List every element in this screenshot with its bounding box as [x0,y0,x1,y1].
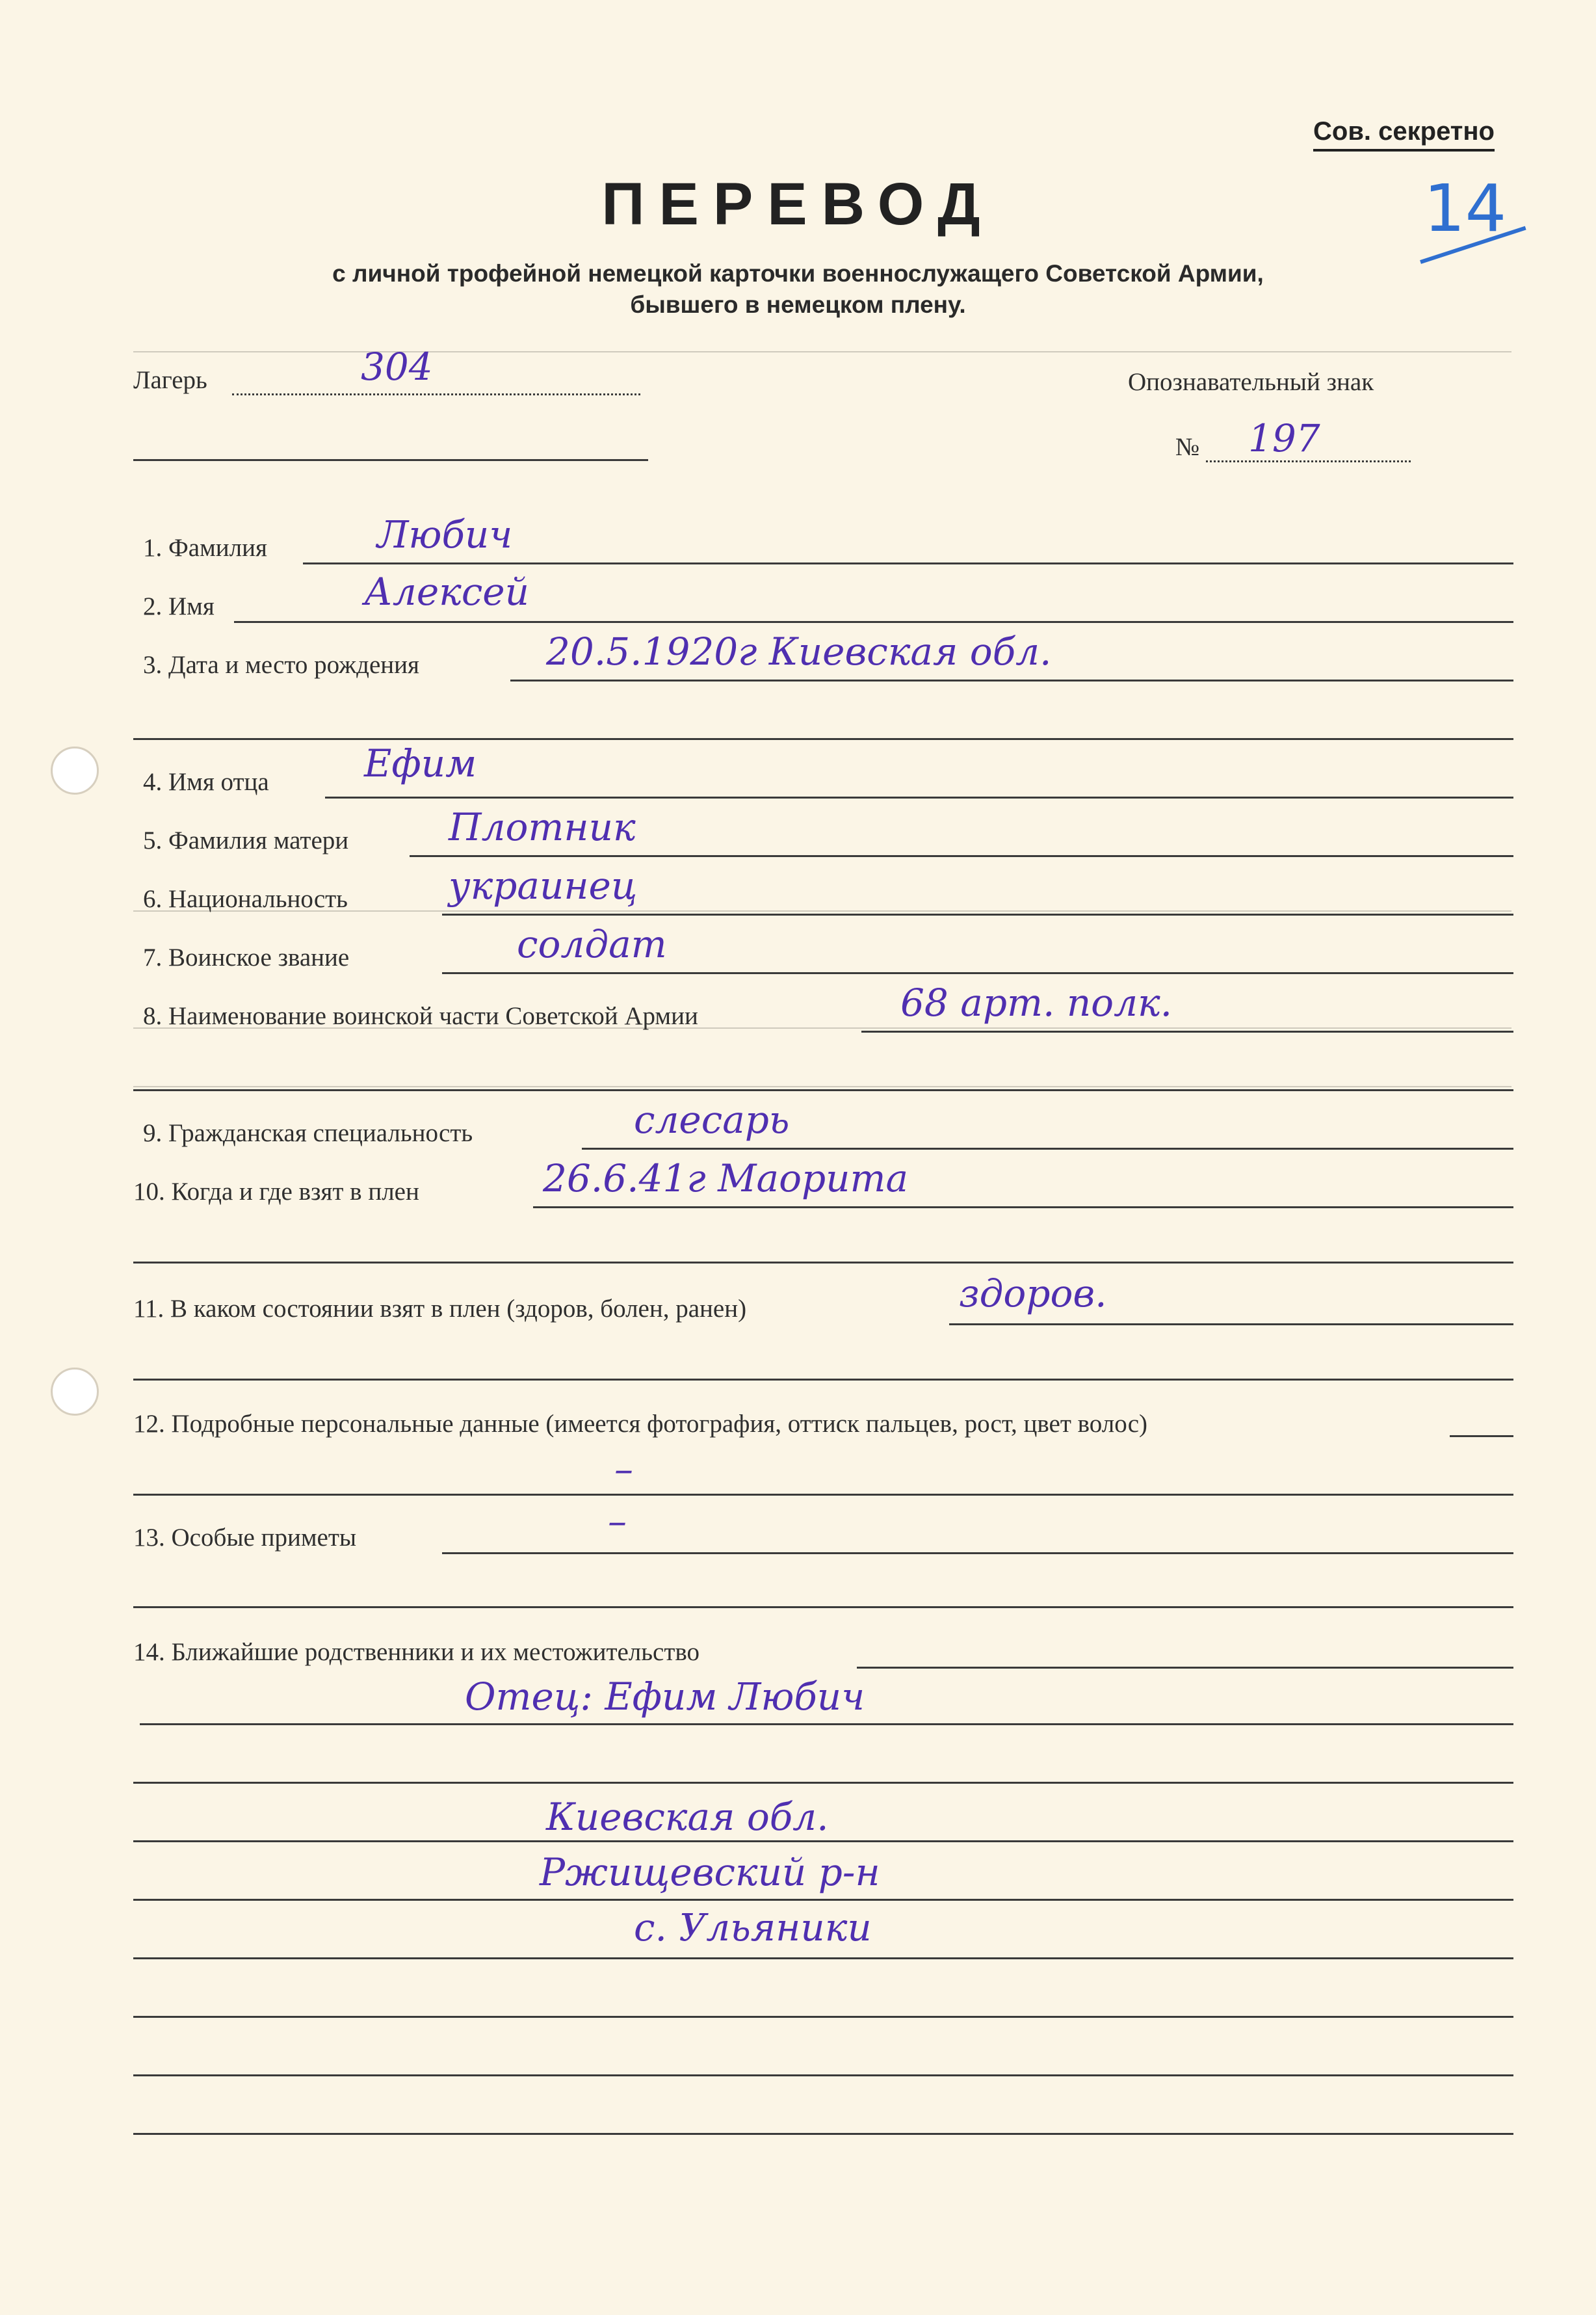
first-name-value: Алексей [364,570,529,614]
subtitle-line-1: с личной трофейной немецкой карточки военнослужащего Советской Армии, [332,260,1264,287]
subtitle-line-2: бывшего в немецком плену. [630,291,966,318]
surname-line [303,562,1513,564]
father-name-value: Ефим [364,741,477,786]
personal-data-label: 12. Подробные персональные данные (имеется фотография, оттиск пальцев, рост, цвет волос) [133,1410,1147,1438]
rank-line [442,972,1513,974]
relatives-line-3: Ржищевский р-н [540,1850,880,1894]
special-marks-extra-line [133,1606,1513,1608]
nationality-line [442,914,1513,916]
captured-value: 26.6.41г Маорита [543,1156,909,1200]
relatives-extra-line [140,1723,1513,1725]
surname-label: 1. Фамилия [143,534,267,562]
mother-surname-value: Плотник [449,805,636,849]
nationality-value: украинец [449,864,638,908]
father-name-line [325,797,1513,799]
personal-data-value: – [614,1447,633,1491]
id-tag-label: Опознавательный знак [1128,368,1374,396]
first-name-line [234,621,1513,623]
captured-extra-line [133,1262,1513,1263]
military-unit-value: 68 арт. полк. [900,981,1173,1025]
birth-value: 20.5.1920г Киевская обл. [546,629,1052,674]
condition-extra-line [133,1379,1513,1381]
nationality-label: 6. Национальность [143,885,348,913]
relatives-extra-line [133,2016,1513,2018]
ruled-line [133,1086,1511,1087]
captured-label: 10. Когда и где взят в плен [133,1178,419,1206]
personal-data-extra-line [133,1494,1513,1496]
mother-surname-label: 5. Фамилия матери [143,827,349,854]
page-number: 14 [1424,170,1507,246]
condition-line [949,1323,1513,1325]
military-unit-extra-line [133,1089,1513,1091]
military-unit-label: 8. Наименование воинской части Советской Армии [143,1002,698,1030]
punch-hole [51,1368,99,1416]
camp-label: Лагерь [133,366,207,394]
special-marks-label: 13. Особые приметы [133,1524,357,1552]
document-title: ПЕРЕВОД [601,171,995,237]
civil-profession-line [582,1148,1513,1150]
rank-value: солдат [517,922,667,966]
relatives-extra-line [133,1899,1513,1901]
camp-extra-line [133,459,648,461]
birth-line [510,680,1513,681]
relatives-line-2: Киевская обл. [546,1795,829,1839]
relatives-line [857,1667,1513,1669]
relatives-line-1: Отец: Ефим Любич [465,1674,865,1719]
rank-label: 7. Воинское звание [143,944,350,972]
civil-profession-value: слесарь [634,1098,790,1142]
camp-line [232,393,640,395]
classification-stamp: Сов. секретно [1313,117,1495,152]
relatives-label: 14. Ближайшие родственники и их местожительство [133,1638,700,1666]
mother-surname-line [410,855,1513,857]
relatives-extra-line [133,2133,1513,2135]
special-marks-line [442,1552,1513,1554]
relatives-extra-line [133,1957,1513,1959]
punch-hole [51,747,99,795]
relatives-extra-line [133,1782,1513,1784]
id-tag-no-label: № [1175,433,1200,461]
civil-profession-label: 9. Гражданская специальность [143,1119,473,1147]
condition-label: 11. В каком состоянии взят в плен (здоров, болен, ранен) [133,1295,747,1323]
ruled-line [133,351,1511,352]
id-tag-value: 197 [1248,416,1320,460]
birth-extra-line [133,738,1513,740]
relatives-extra-line [133,1840,1513,1842]
first-name-label: 2. Имя [143,592,215,620]
relatives-extra-line [133,2074,1513,2076]
camp-value: 304 [361,345,433,389]
id-tag-line [1206,460,1411,462]
relatives-line-4: с. Ульяники [634,1905,872,1950]
condition-value: здоров. [959,1271,1107,1316]
birth-label: 3. Дата и место рождения [143,651,419,679]
military-unit-line [861,1031,1513,1033]
personal-data-line [1450,1435,1513,1437]
father-name-label: 4. Имя отца [143,768,269,796]
surname-value: Любич [377,512,513,557]
special-marks-value: – [608,1499,627,1543]
captured-line [533,1206,1513,1208]
